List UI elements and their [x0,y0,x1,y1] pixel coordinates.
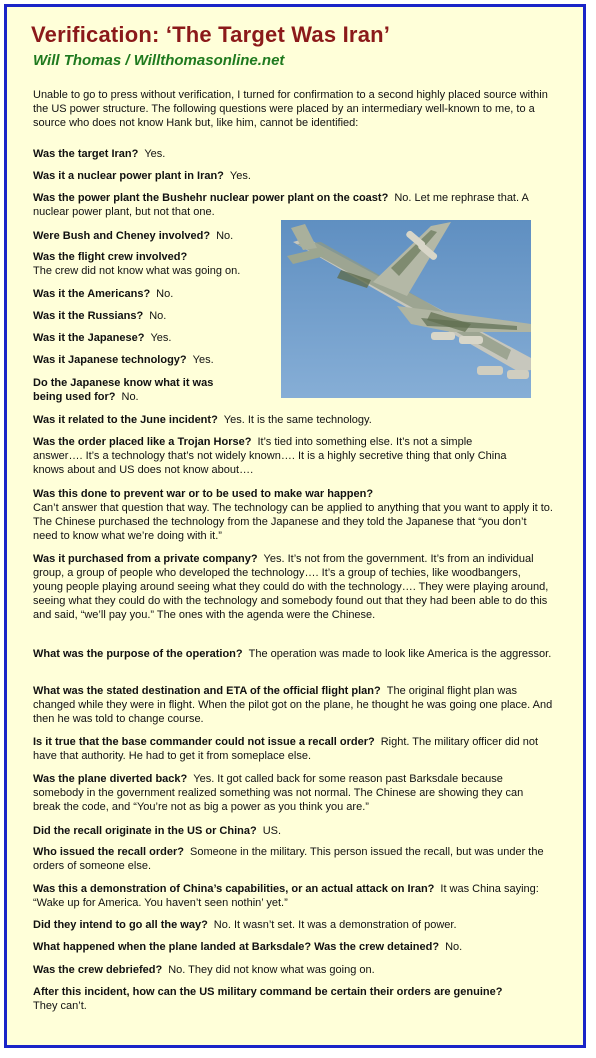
answer: It was China saying: “Wake up for America. You haven’t seen nothin’ yet.” [33,883,539,909]
author-byline: Will Thomas / Willthomasonline.net [33,52,285,69]
question: Was it the Russians? [33,310,144,322]
answer: No. [121,391,139,403]
answer: The original flight plan was changed while they were in flight. When the pilot got on the plane, he thought he was going one place. And then he was told to change course. [33,685,553,725]
intro-paragraph: Unable to go to press without verification, I turned for confirmation to a second highly placed source within the US power structure. The following questions were placed by an intermediary well-known to me, to a source who does not know Hank but, like him, cannot be identified: [33,89,548,129]
qa-item [33,647,553,661]
answer: Yes. [192,354,214,366]
answer: No. Let me rephrase that. A nuclear power plant, but not that one. [33,192,529,218]
qa-item [33,287,273,301]
question: What was the purpose of the operation? [33,648,243,660]
answer: Someone in the military. This person issued the recall, but was under the orders of someone else. [33,846,544,872]
answer: No. [149,310,167,322]
question: Was the flight crew involved? [33,251,188,263]
qa-item [33,735,553,763]
answer: No. It wasn’t set. It was a demonstration of power. [213,919,457,931]
qa-item [33,487,553,543]
qa-item [33,824,553,838]
answer: No. They did not know what was going on. [168,964,375,976]
answer: Yes. It is the same technology. [223,414,372,426]
answer: Yes. It’s not from the government. It’s from an individual group, a group of people who developed the technology…. It’s a group of techies, like woodbangers, young people playing around seeing what they could do with the technology…. They were playing around, seeing what they could do with the technology and somebody found out that they had been able to do this and said, “we’ll pay you.” The ones with the agenda were the Chinese. [33,553,549,621]
answer: Yes. [150,332,172,344]
question: What was the stated destination and ETA of the official flight plan? [33,685,381,697]
answer: Yes. [229,170,251,182]
question: Was it Japanese technology? [33,354,187,366]
qa-item [33,147,553,161]
qa-item [33,882,553,910]
qa-item [33,376,245,404]
answer: The crew did not know what was going on. [33,265,241,277]
answer: They can’t. [33,1000,87,1012]
answer: Can’t answer that question that way. The technology can be applied to anything that you want to apply it to. The Chinese purchased the technology from the Japanese and they told the Japanese that “you don’t need to know what we’re doing with it.” [33,502,553,542]
question: Were Bush and Cheney involved? [33,230,211,242]
qa-item [33,169,553,183]
qa-item [33,413,553,427]
answer: No. [216,230,234,242]
answer: No. [156,288,174,300]
qa-item [33,250,273,278]
qa-item [33,985,553,1013]
answer: Right. The military officer did not have that authority. He had to get it from someplace else. [33,736,539,762]
question: Was it a nuclear power plant in Iran? [33,170,224,182]
qa-item [33,309,273,323]
answer: Yes. It got called back for some reason past Barksdale because somebody in the government realized something was not normal. The Chinese are showing they can break the code, and “You’re not as big a power as you think you are.” [33,773,524,813]
qa-item [33,918,553,932]
question: Was the power plant the Bushehr nuclear power plant on the coast? [33,192,389,204]
qa-item [33,331,273,345]
qa-item [33,684,553,726]
qa-item [33,552,553,622]
qa-item [33,772,553,814]
question: Was this done to prevent war or to be used to make war happen? [33,488,374,500]
question: Was the order placed like a Trojan Horse? [33,436,252,448]
qa-item [33,353,273,367]
qa-item [33,963,553,977]
question: Was it the Americans? [33,288,151,300]
question: Was it purchased from a private company? [33,553,258,565]
question: Did the recall originate in the US or China? [33,825,257,837]
question: Was this a demonstration of China’s capabilities, or an actual attack on Iran? [33,883,435,895]
qa-item [33,191,553,219]
answer: No. [445,941,463,953]
answer: The operation was made to look like America is the aggressor. [248,648,552,660]
answer: Yes. [144,148,166,160]
answer: It’s tied into something else. It’s not a simple answer…. It’s a technology that’s not widely known…. It is a highly secretive thing that only China knows about and US does not know about…. [33,436,507,476]
question: Was the crew debriefed? [33,964,163,976]
article-title: Verification: ‘The Target Was Iran’ [31,22,391,47]
qa-item [33,435,523,477]
b52-bomber-photo [281,220,531,398]
question: Was the target Iran? [33,148,139,160]
question: Do the Japanese know what it was being used for? [33,377,214,403]
question: Did they intend to go all the way? [33,919,208,931]
question: After this incident, how can the US military command be certain their orders are genuine? [33,986,503,998]
qa-item [33,940,553,954]
question: Was the plane diverted back? [33,773,188,785]
question: Who issued the recall order? [33,846,184,858]
question: Is it true that the base commander could not issue a recall order? [33,736,375,748]
question: Was it the Japanese? [33,332,145,344]
question: What happened when the plane landed at Barksdale? Was the crew detained? [33,941,440,953]
qa-item [33,845,553,873]
qa-item [33,229,273,243]
question: Was it related to the June incident? [33,414,218,426]
answer: US. [262,825,282,837]
